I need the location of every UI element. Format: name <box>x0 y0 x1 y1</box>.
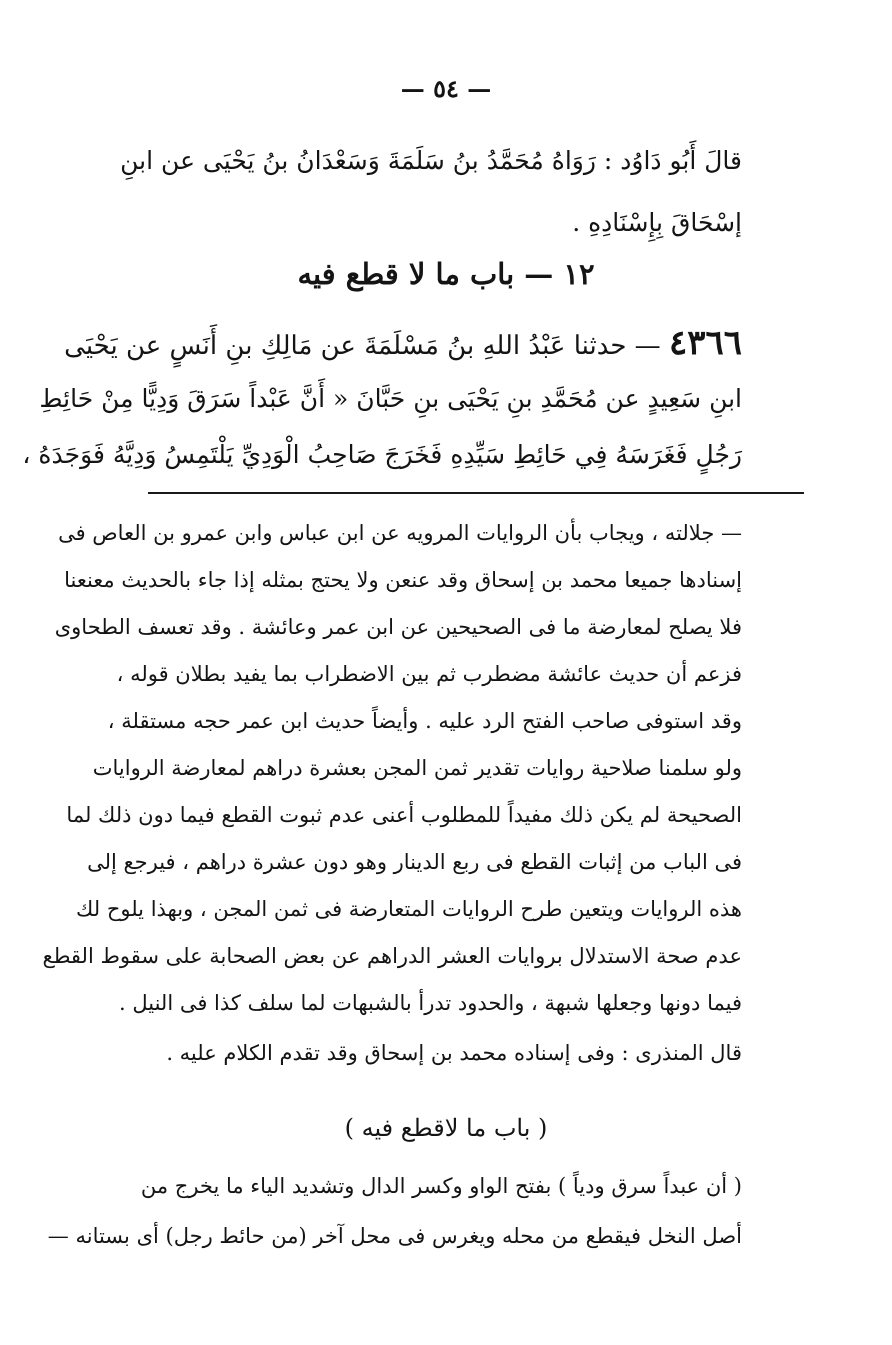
hadith-text: — حدثنا عَبْدُ اللهِ بنُ مَسْلَمَةَ عن مَالِكِ بنِ أَنَسٍ عن يَحْيَى <box>64 331 661 361</box>
footnote-heading: ( باب ما لاقطع فيه ) <box>344 1114 548 1142</box>
hadith-number: ٤٣٦٦ <box>668 323 742 363</box>
footnote-line: وقد استوفى صاحب الفتح الرد عليه . وأيضاً حديث ابن عمر حجه مستقلة ، <box>107 709 742 733</box>
footnote-line: فى الباب من إثبات القطع فى ربع الدينار وهو دون عشرة دراهم ، فيرجع إلى <box>87 850 742 874</box>
page-number: — ٥٤ — <box>400 74 492 103</box>
footnote-line: — جلالته ، ويجاب بأن الروايات المرويه عن ابن عباس وابن عمرو بن العاص فى <box>58 521 742 545</box>
main-text-line: إسْحَاقَ بِإِسْنَادِهِ . <box>572 208 742 237</box>
footnote-line: هذه الروايات ويتعين طرح الروايات المتعارضة فى ثمن المجن ، وبهذا يلوح لك <box>76 897 742 921</box>
footnote-separator <box>148 492 804 494</box>
footnote-line: قال المنذرى : وفى إسناده محمد بن إسحاق وقد تقدم الكلام عليه . <box>166 1041 742 1065</box>
hadith-line: رَجُلٍ فَغَرَسَهُ فِي حَائِطِ سَيِّدِهِ فَخَرَجَ صَاحِبُ الْوَدِيِّ يَلْتَمِسُ وَدِيَّهُ فَوَجَدَهُ ، <box>22 440 742 469</box>
main-text-line: قالَ أَبُو دَاوُد : رَوَاهُ مُحَمَّدُ بنُ سَلَمَةَ وَسَعْدَانُ بنُ يَحْيَى عن ابنِ <box>120 146 742 175</box>
footnote-line: إسنادها جميعا محمد بن إسحاق وقد عنعن ولا يحتج بمثله إذا جاء بالحديث معنعنا <box>64 568 742 592</box>
footnote-line: الصحيحة لم يكن ذلك مفيداً للمطلوب أعنى عدم ثبوت القطع فيما دون ذلك لما <box>66 803 742 827</box>
footnote-line: ولو سلمنا صلاحية روايات تقدير ثمن المجن بعشرة دراهم لمعارضة الروايات <box>92 756 742 780</box>
hadith-line <box>64 322 742 367</box>
footnote-line: عدم صحة الاستدلال بروايات العشر الدراهم عن بعض الصحابة على سقوط القطع <box>42 944 742 968</box>
footnote-line: فزعم أن حديث عائشة مضطرب ثم بين الاضطراب بما يفيد بطلان قوله ، <box>116 662 742 686</box>
footnote-line: ( أن عبداً سرق ودياً ) بفتح الواو وكسر الدال وتشديد الياء ما يخرج من <box>140 1174 742 1198</box>
footnote-line: فيما دونها وجعلها شبهة ، والحدود تدرأ بالشبهات لما سلف كذا فى النيل . <box>119 991 742 1015</box>
chapter-heading: ١٢ — باب ما لا قطع فيه <box>297 257 595 291</box>
footnote-line: فلا يصلح لمعارضة ما فى الصحيحين عن ابن عمر وعائشة . وقد تعسف الطحاوى <box>54 615 742 639</box>
footnote-line: أصل النخل فيقطع من محله ويغرس فى محل آخر (من حائط رجل) أى بستانه — <box>47 1224 742 1248</box>
hadith-line: ابنِ سَعِيدٍ عن مُحَمَّدِ بنِ يَحْيَى بنِ حَبَّانَ « أَنَّ عَبْداً سَرَقَ وَدِيًّا مِنْ حَائِطِ <box>39 384 742 413</box>
